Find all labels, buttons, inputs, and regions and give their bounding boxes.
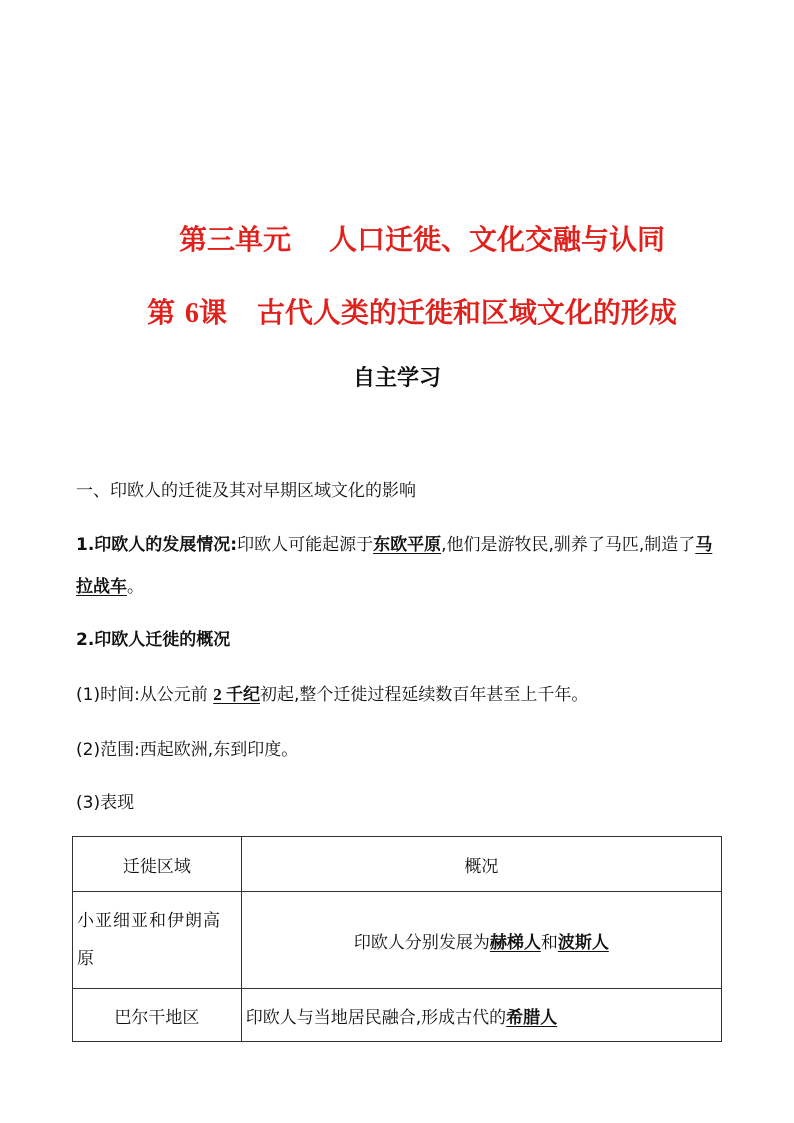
table-cell-overview <box>241 989 721 1042</box>
row1-blank-a: 赫梯人 <box>489 932 541 953</box>
item2-manifest: (3)表现 <box>76 793 135 813</box>
row2-blank-a: 希腊人 <box>506 1007 558 1028</box>
item2-time <box>76 674 726 716</box>
unit-name: 人口迁徙、文化交融与认同 <box>329 223 666 256</box>
study-heading: 自主学习 <box>352 366 441 391</box>
table-cell-region: 小亚细亚和伊朗高原 <box>73 892 242 989</box>
item1-text-b: ,他们是游牧民,驯养了马匹,制造了 <box>441 535 696 555</box>
table-cell-region: 巴尔干地区 <box>73 989 242 1042</box>
time-blank: 2 千纪 <box>213 685 260 704</box>
row1-text-b: 和 <box>540 932 558 953</box>
item1-text-c: 。 <box>127 577 144 597</box>
migration-table <box>72 836 722 1042</box>
table-row <box>73 989 722 1042</box>
item2-label: 2.印欧人迁徙的概况 <box>76 630 231 650</box>
lesson-name: 古代人类的迁徙和区域文化的形成 <box>256 296 677 329</box>
unit-label: 第三单元 <box>178 223 291 256</box>
row2-text-a: 印欧人与当地居民融合,形成古代的 <box>245 1007 507 1028</box>
lesson-number: 6 <box>184 298 199 329</box>
item1-text-a: 印欧人可能起源于 <box>237 535 374 555</box>
section-one-title: 一、印欧人的迁徙及其对早期区域文化的影响 <box>76 481 416 501</box>
item1-label: 1.印欧人的发展情况: <box>76 535 238 555</box>
unit-title <box>0 220 794 260</box>
time-suffix: 初起,整个迁徙过程延续数百年甚至上千年。 <box>259 685 589 705</box>
lesson-label-prefix: 第 <box>147 296 176 329</box>
row1-blank-b: 波斯人 <box>557 932 609 953</box>
lesson-title <box>0 293 794 334</box>
table-row <box>73 892 722 989</box>
table-header-region: 迁徙区域 <box>73 837 242 892</box>
item1-blank-a: 东欧平原 <box>373 535 442 555</box>
item1-blank-b: 马拉战车 <box>76 535 713 597</box>
item1-paragraph <box>76 524 726 608</box>
table-cell-overview <box>241 892 721 989</box>
table-header-row <box>73 837 722 892</box>
lesson-label-suffix: 课 <box>198 296 227 329</box>
row1-text-a: 印欧人分别发展为 <box>353 932 490 953</box>
table-header-overview: 概况 <box>241 837 721 892</box>
item2-range: (2)范围:西起欧洲,东到印度。 <box>76 740 299 760</box>
time-prefix: (1)时间:从公元前 <box>76 685 208 705</box>
